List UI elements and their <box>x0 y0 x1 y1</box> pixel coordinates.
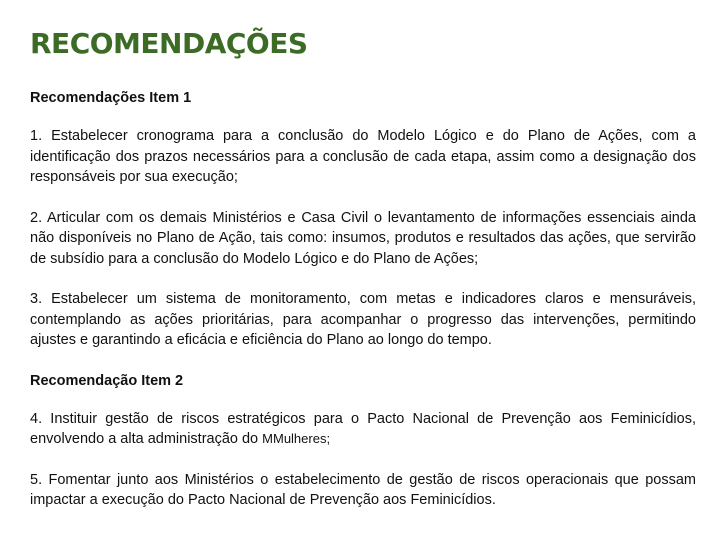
recommendation-5: 5. Fomentar junto aos Ministérios o estabelecimento de gestão de riscos operacionais que possam impactar a execução do Pacto Nacional de Prevenção aos Feminicídios. <box>30 471 696 508</box>
section-heading-item-1: Recomendações Item 1 <box>30 90 192 106</box>
document-page <box>30 24 696 531</box>
section-heading-item-2: Recomendação Item 2 <box>30 372 184 389</box>
recommendation-1: 1. Estabelecer cronograma para a conclusão do Modelo Lógico e do Plano de Ações, com a identificação dos prazos necessários para a conclusão de cada etapa, assim como a designação dos responsáveis por sua execução; <box>30 128 696 185</box>
recommendation-3: 3. Estabelecer um sistema de monitoramento, com metas e indicadores claros e mensuráveis, contemplando as ações prioritárias, para acompanhar o progresso das intervenções, permitindo ajustes e garantindo a eficácia e eficiência do Plano ao longo do tempo. <box>30 291 696 348</box>
page-title: RECOMENDAÇÕES <box>30 27 308 60</box>
recommendation-4-suffix: MMulheres; <box>262 431 331 446</box>
recommendation-2: 2. Articular com os demais Ministérios e Casa Civil o levantamento de informações essenciais ainda não disponíveis no Plano de Ação, tais como: insumos, produtos e resultados das ações, que servirão de subsídio para a conclusão do Modelo Lógico e do Plano de Ações; <box>30 209 696 267</box>
recommendation-4-text: 4. Instituir gestão de riscos estratégicos para o Pacto Nacional de Prevenção aos Feminicídios, envolvendo a alta administração do <box>30 410 696 447</box>
recommendation-4 <box>30 409 696 450</box>
